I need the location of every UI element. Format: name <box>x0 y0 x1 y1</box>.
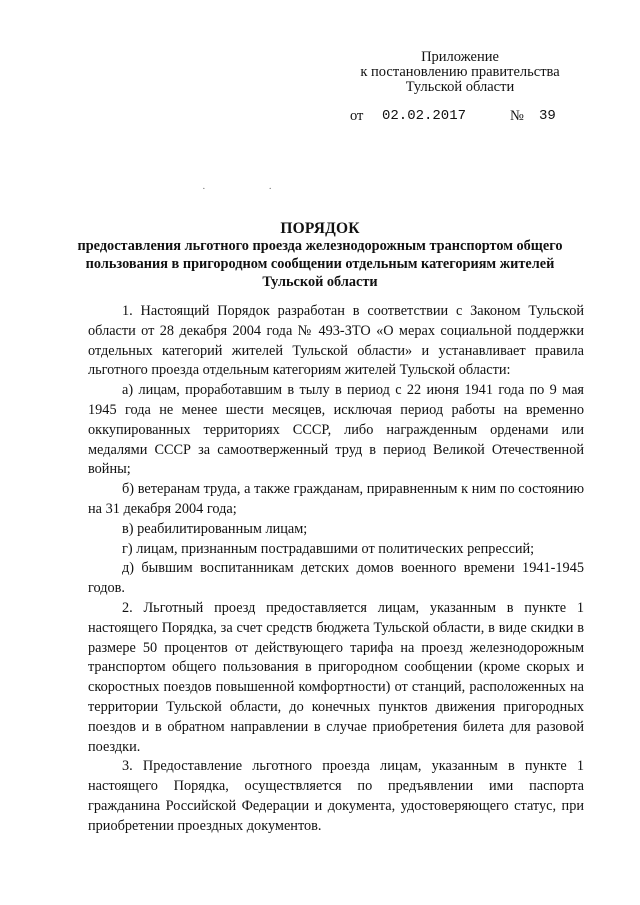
appendix-title: Приложение <box>421 49 499 65</box>
paragraph-2: 2. Льготный проезд предоставляется лицам, указанным в пункте 1 настоящего Порядка, за счет средств бюджета Тульской области, в виде скидки в размере 50 процентов от действующего тарифа на проезд железнодорожным транспортом общего пользования в пригородном сообщении (кроме скорых и скоростных поездов повышенной комфортности) от станций, расположенных на территории Тульской области, до конечных пунктов движения пригородных поездов и в обратном направлении в случае приобретения билета для разовой поездки. <box>88 599 584 755</box>
paragraph-1d: г) лицам, признанным пострадавшими от политических репрессий; <box>122 540 535 557</box>
paragraph-1a: а) лицам, проработавшим в тылу в период с 22 июня 1941 года по 9 мая 1945 года не менее шести месяцев, исключая период работы на временно оккупированных территориях СССР, либо награжденным орденами или медалями СССР за самоотверженный труд в период Великой Отечественной войны; <box>88 382 584 478</box>
number-label: № <box>510 108 524 124</box>
paragraph-1e: д) бывшим воспитанникам детских домов военного времени 1941-1945 годов. <box>88 560 584 597</box>
paragraph-1: 1. Настоящий Порядок разработан в соответствии с Законом Тульской области от 28 декабря 2004 года № 493-ЗТО «О мерах социальной поддержки отдельных категорий жителей Тульской области» и устанавливает правила льготного проезда отдельным категориям жителей Тульской области: <box>88 303 584 379</box>
appendix-decree-ref: к постановлению правительства <box>360 64 560 80</box>
appendix-region: Тульской области <box>405 79 515 95</box>
date-label: от <box>350 108 364 124</box>
paragraph-3: 3. Предоставление льготного проезда лицам, указанным в пункте 1 настоящего Порядка, осуществляется по предъявлении ими паспорта гражданина Российской Федерации и документа, удостоверяющего статус, при приобретении проездных документов. <box>88 758 584 834</box>
document-body <box>88 302 584 837</box>
appendix-block <box>340 50 580 95</box>
document-subtitle: предоставления льготного проезда железнодорожным транспортом общего пользования в пригородном сообщении отдельным категориям жителей Тульской области <box>77 238 563 290</box>
document-title: ПОРЯДОК <box>280 220 360 237</box>
scan-specks: · · <box>202 183 303 195</box>
paragraph-1c: в) реабилитированным лицам; <box>122 520 308 537</box>
paragraph-1b: б) ветеранам труда, а также гражданам, приравненным к ним по состоянию на 31 декабря 2004 года; <box>88 481 584 517</box>
decree-date: 02.02.2017 <box>382 108 467 124</box>
decree-number: 39 <box>539 108 556 124</box>
